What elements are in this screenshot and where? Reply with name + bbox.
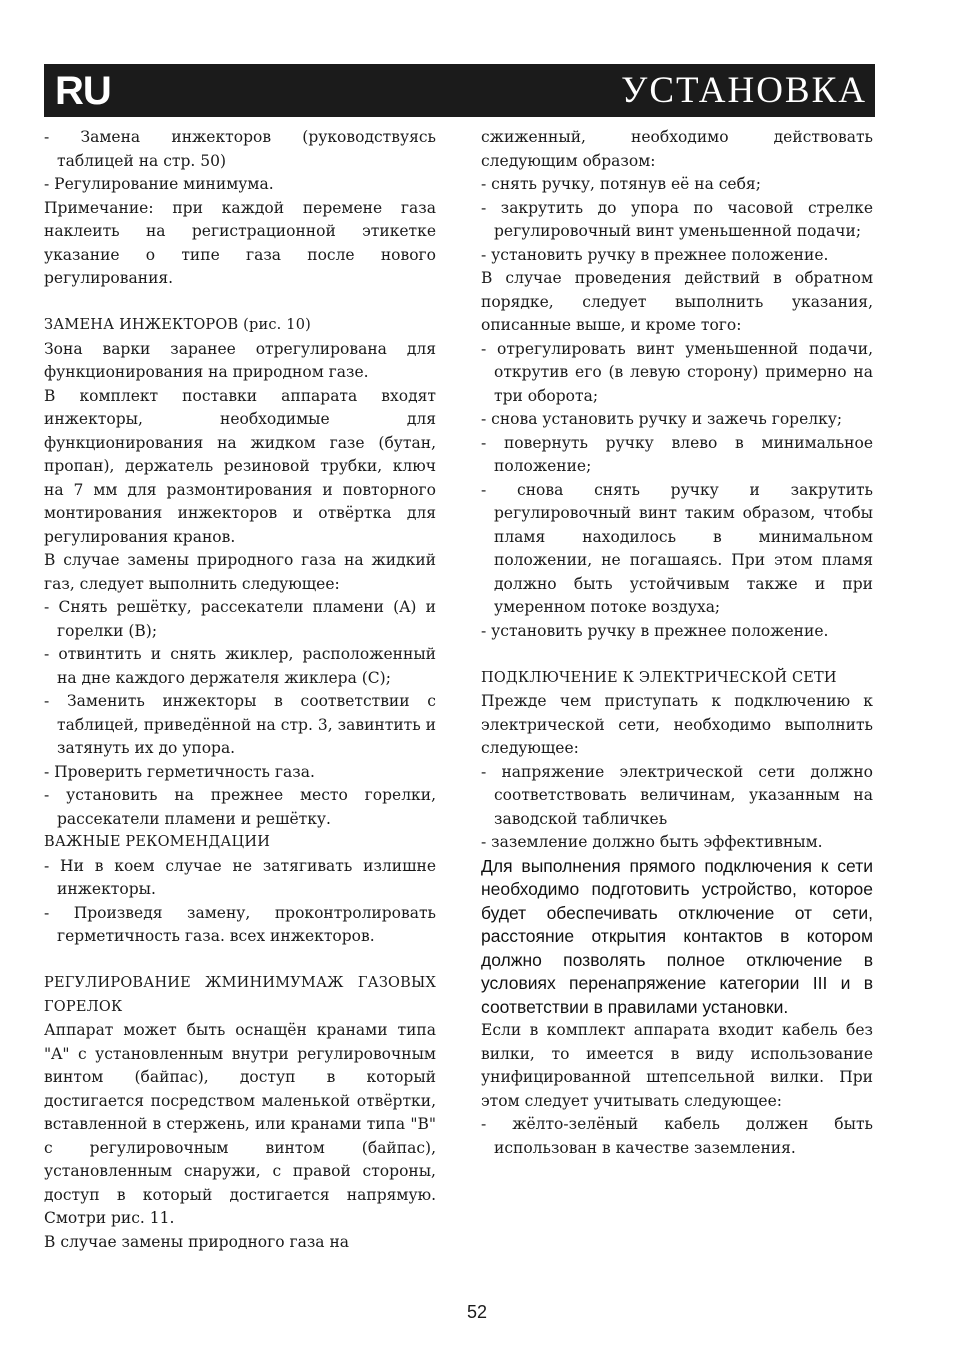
left-column — [44, 126, 436, 1254]
list-item: - установить ручку в прежнее положение. — [481, 621, 829, 640]
list-item: - заземление должно быть эффективным. — [481, 833, 823, 851]
bold-notice: Для выполнения прямого подключения к сети необходимо подготовить устройство, которое будет обеспечивать отключение от сети, расстояние открытия контактов в котором должно позволять полное отключение в условиях перенапряжение категории III и в соответствии в правилами установки. — [481, 855, 873, 1017]
section-heading: ВАЖНЫЕ РЕКОМЕНДАЦИИ — [44, 834, 271, 850]
section-title: УСТАНОВКА — [621, 70, 867, 111]
list-item: - установить на прежнее место горелки, рассекатели пламени и решётку. — [44, 786, 436, 828]
list-item: - Произведя замену, проконтролировать герметичность газа. всех инжекторов. — [44, 903, 436, 945]
right-column — [481, 126, 873, 1160]
list-item: - снова установить ручку и зажечь горелку; — [481, 410, 843, 428]
language-code: RU — [55, 69, 111, 113]
list-item: - Регулирование минимума. — [44, 175, 274, 193]
list-item: - закрутить до упора по часовой стрелке регулировочный винт уменьшенной подачи; — [481, 198, 873, 240]
paragraph: Аппарат может быть оснащён кранами типа "A" с установленным внутри регулировочным винтом (байпас), доступ в который достигается посредством маленькой отвёртки, вставленной в стержень, или кранами типа "B" с регулировочным винтом (байпас), установленным снаружи, с правой стороны, доступ в который достигается напрямую. Смотри рис. 11. — [44, 1021, 436, 1227]
section-heading: РЕГУЛИРОВАНИЕ ЖМИНИМУМАЖ ГАЗОВЫХ ГОРЕЛОК — [44, 975, 436, 1015]
list-item: - напряжение электрической сети должно соответствовать величинам, указанным на заводской табличкеь — [481, 762, 873, 828]
paragraph: В случае замены природного газа на — [44, 1232, 350, 1251]
page-number: 52 — [466, 1302, 488, 1322]
paragraph: В случае проведения действий в обратном порядке, следует выполнить указания, описанные выше, и кроме того: — [481, 269, 873, 334]
paragraph: В случае замены природного газа на жидкий газ, следует выполнить следующее: — [44, 551, 436, 593]
list-item: - повернуть ручку влево в минимальное положение; — [481, 433, 873, 475]
list-item: - отвинтить и снять жиклер, расположенный на дне каждого держателя жиклера (C); — [44, 645, 436, 687]
list-item: - жёлто-зелёный кабель должен быть использован в качестве заземления. — [481, 1115, 873, 1157]
paragraph: Примечание: при каждой перемене газа наклеить на регистрационной этикетке указание о типе газа после нового регулирования. — [44, 198, 436, 287]
spacer — [44, 949, 436, 973]
paragraph: Зона варки заранее отрегулирована для функционирования на природном газе. — [44, 339, 436, 381]
list-item: - Заменить инжекторы в соответствии с таблицей, приведённой на стр. 3, завинтить и затянуть их до упора. — [44, 692, 436, 757]
list-item: - отрегулировать винт уменьшенной подачи, открутив его (в левую сторону) примерно на три оборота; — [481, 339, 873, 405]
paragraph: сжиженный, необходимо действовать следующим образом: — [481, 128, 873, 170]
list-item: - снять ручку, потянув её на себя; — [481, 175, 761, 193]
list-item: - установить ручку в прежнее положение. — [481, 245, 829, 264]
list-item: - Замена инжекторов (руководствуясь таблицей на стр. 50) — [44, 128, 436, 170]
section-heading: ПОДКЛЮЧЕНИЕ К ЭЛЕКТРИЧЕСКОЙ СЕТИ — [481, 669, 837, 686]
spacer — [481, 643, 873, 667]
list-item: - Проверить герметичность газа. — [44, 762, 315, 781]
list-item: - Ни в коем случае не затягивать излишне инжекторы. — [44, 856, 436, 898]
section-heading: ЗАМЕНА ИНЖЕКТОРОВ (рис. 10) — [44, 317, 311, 333]
spacer — [44, 291, 436, 315]
section-header — [44, 64, 875, 117]
list-item: - Снять решётку, рассекатели пламени (A) и горелки (B); — [44, 598, 436, 640]
paragraph: Прежде чем приступать к подключению к электрической сети, необходимо выполнить следующее: — [481, 692, 873, 757]
paragraph: В комплект поставки аппарата входят инжекторы, необходимые для функционирования на жидком газе (бутан, пропан), держатель резиновой трубки, ключ на 7 мм для размонтирования и повторного монтирования инжекторов и отвёртка для регулирования кранов. — [44, 386, 436, 546]
paragraph: Если в комплект аппарата входит кабель без вилки, то имеется в виду использование унифицированной штепсельной вилки. При этом следует учитывать следующее: — [481, 1021, 873, 1110]
list-item: - снова снять ручку и закрутить регулировочный винт таким образом, чтобы пламя находилось в минимальном положении, не погашаясь. При этом пламя должно быть устойчивым также и при умеренном потоке воздуха; — [481, 480, 873, 616]
